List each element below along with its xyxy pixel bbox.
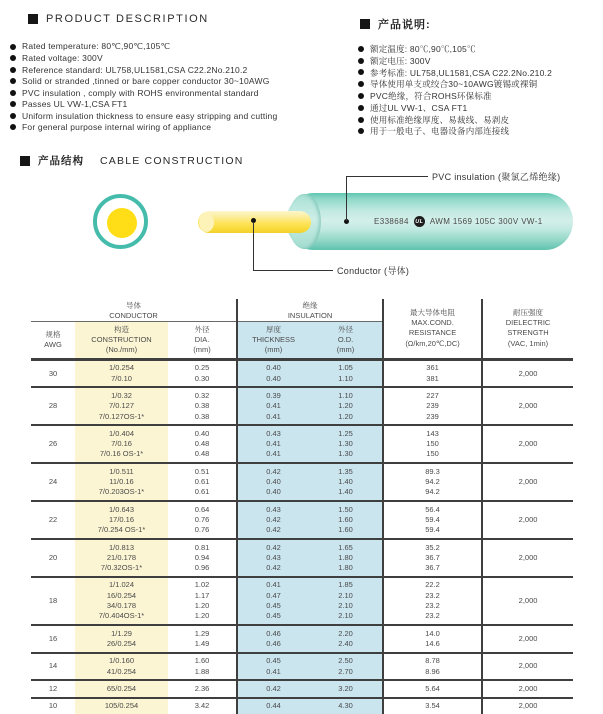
cable-construction-title-zh: 产品结构: [38, 155, 84, 167]
cell-dielectric: 2,000: [482, 359, 573, 387]
cell-resistance: 361 381: [383, 359, 482, 387]
specification-table-wrapper: [31, 299, 573, 714]
product-description-zh-list: [358, 43, 552, 137]
bullet-icon: [358, 81, 364, 87]
cell-dia: 1.02 1.17 1.20 1.20: [194, 580, 210, 621]
cell-dielectric: 2,000: [482, 501, 573, 539]
cell-construction: 1/0.32 7/0.127 7/0.127OS-1*: [75, 387, 168, 425]
cable-construction-title: [20, 153, 244, 168]
bullet-icon: [10, 124, 16, 130]
bullet-icon: [10, 101, 16, 107]
list-item: Rated voltage: 300V: [10, 53, 277, 65]
cell-od: 1.65 1.80 1.80: [309, 539, 383, 577]
table-row: [31, 501, 573, 539]
od-header: 外径 O.D. (mm): [309, 322, 383, 360]
product-description-list: [10, 41, 277, 133]
bullet-icon: [10, 90, 16, 96]
cell-resistance: 5.64: [383, 680, 482, 697]
cell-awg: 26: [48, 439, 58, 449]
cell-od: 3.20: [309, 680, 383, 697]
cell-dia: 0.32 0.38 0.38: [194, 390, 210, 421]
cell-awg: 28: [48, 401, 58, 411]
list-item: Passes UL VW-1,CSA FT1: [10, 99, 277, 111]
list-item: 导体使用单支或绞合30~10AWG镀锡或裸铜: [358, 78, 552, 90]
cell-od: 1.85 2.10 2.10 2.10: [309, 577, 383, 625]
cable-marking: [374, 215, 543, 228]
cell-thickness: 0.43 0.41 0.41: [237, 425, 309, 463]
cell-resistance: 89.3 94.2 94.2: [383, 463, 482, 501]
bullet-icon: [10, 55, 16, 61]
cell-resistance: 14.0 14.6: [383, 625, 482, 653]
cell-construction: 1/0.643 17/0.16 7/0.254 OS-1*: [75, 501, 168, 539]
cell-awg: 14: [48, 661, 58, 671]
cell-resistance: 143 150 150: [383, 425, 482, 463]
table-group-header-row: [31, 299, 573, 322]
cell-od: 4.30: [309, 698, 383, 714]
cell-dia: 1.29 1.49: [194, 628, 210, 648]
product-description-zh-title: [360, 16, 431, 32]
table-row: [31, 387, 573, 425]
cell-dielectric: 2,000: [482, 625, 573, 653]
table-row: [31, 359, 573, 387]
cell-dielectric: 2,000: [482, 387, 573, 425]
table-row: [31, 539, 573, 577]
awg-header: 规格 AWG: [44, 329, 62, 349]
table-row: [31, 698, 573, 714]
cell-thickness: 0.44: [237, 698, 309, 714]
table-row: [31, 463, 573, 501]
list-item: Solid or stranded ,tinned or bare copper conductor 30~10AWG: [10, 76, 277, 88]
product-description-zh-title-text: 产品说明:: [378, 19, 431, 31]
list-item: 用于一般电子、电器设备内部连接线: [358, 126, 552, 138]
table-row: [31, 425, 573, 463]
table-row: [31, 577, 573, 625]
thickness-header: 厚度 THICKNESS (mm): [237, 322, 309, 360]
bullet-icon: [358, 93, 364, 99]
cell-dia: 0.51 0.61 0.61: [194, 466, 210, 497]
bullet-icon: [358, 46, 364, 52]
cell-dielectric: 2,000: [482, 653, 573, 681]
insulation-group-header: 绝缘 INSULATION: [237, 299, 383, 322]
cell-dia: 1.60 1.88: [194, 656, 210, 676]
cell-od: 1.10 1.20 1.20: [309, 387, 383, 425]
cell-dielectric: 2,000: [482, 698, 573, 714]
cell-od: 1.25 1.30 1.30: [309, 425, 383, 463]
pvc-insulation-label: PVC insulation (聚氯乙烯绝缘): [432, 172, 561, 182]
conductor-rod-end: [199, 213, 214, 232]
conductor-leader-line-horizontal: [253, 270, 333, 271]
cell-thickness: 0.41 0.47 0.45 0.45: [237, 577, 309, 625]
resistance-header: 最大导体电阻 MAX.COND. RESISTANCE (Ω/km,20℃,DC): [383, 299, 482, 359]
product-description-title-text: PRODUCT DESCRIPTION: [46, 13, 209, 25]
list-item: Rated temperature: 80℃,90℃,105℃: [10, 41, 277, 53]
cell-resistance: 35.2 36.7 36.7: [383, 539, 482, 577]
cell-awg: 22: [48, 514, 58, 524]
cell-awg: 30: [48, 368, 58, 378]
bullet-icon: [358, 117, 364, 123]
list-item: PVC绝缘，符合ROHS环保标准: [358, 90, 552, 102]
cable-marking-number: E338684: [374, 217, 409, 226]
bullet-icon: [10, 67, 16, 73]
conductor-label: Conductor (导体): [337, 266, 410, 276]
cell-resistance: 3.54: [383, 698, 482, 714]
cell-construction: 1/0.160 41/0.254: [75, 653, 168, 681]
cell-construction: 1/1.024 16/0.254 34/0.178 7/0.404OS-1*: [75, 577, 168, 625]
list-item: 参考标准: UL758,UL1581,CSA C22.2No.210.2: [358, 67, 552, 79]
spec-table-body: [31, 359, 573, 714]
cross-section-conductor-core: [107, 208, 137, 238]
bullet-icon: [358, 128, 364, 134]
table-row: [31, 653, 573, 681]
cell-awg: 20: [48, 552, 58, 562]
cell-awg: 18: [48, 595, 58, 605]
cell-thickness: 0.42 0.43 0.42: [237, 539, 309, 577]
cell-awg: 10: [48, 701, 58, 711]
section-square-icon: [28, 14, 38, 24]
ul-logo-icon: UL: [414, 216, 425, 227]
table-row: [31, 680, 573, 697]
conductor-leader-line-vertical: [253, 222, 254, 270]
list-item: PVC insulation , comply with ROHS environmental standard: [10, 87, 277, 99]
conductor-group-header: 导体 CONDUCTOR: [31, 299, 237, 322]
list-item: For general purpose internal wiring of appliance: [10, 122, 277, 134]
cell-awg: 12: [48, 683, 58, 693]
cell-dielectric: 2,000: [482, 463, 573, 501]
cell-awg: 24: [48, 477, 58, 487]
cell-od: 1.50 1.60 1.60: [309, 501, 383, 539]
cell-dia: 0.25 0.30: [194, 363, 210, 383]
dielectric-header: 耐压强度 DIELECTRIC STRENGTH (VAC, 1min): [482, 299, 573, 359]
table-row: [31, 625, 573, 653]
list-item: 额定电压: 300V: [358, 55, 552, 67]
cell-dielectric: 2,000: [482, 425, 573, 463]
bullet-icon: [10, 78, 16, 84]
bullet-icon: [358, 69, 364, 75]
construction-header: 构造 CONSTRUCTION (No./mm): [75, 322, 168, 360]
bullet-icon: [358, 58, 364, 64]
product-description-title: [28, 13, 209, 25]
bullet-icon: [358, 105, 364, 111]
cell-thickness: 0.43 0.42 0.42: [237, 501, 309, 539]
list-item: 使用标准绝缘厚度、易裁线、易剥皮: [358, 114, 552, 126]
section-square-icon: [20, 156, 30, 166]
cell-resistance: 56.4 59.4 59.4: [383, 501, 482, 539]
cell-dia: 3.42: [194, 701, 210, 711]
list-item: Uniform insulation thickness to ensure easy stripping and cutting: [10, 110, 277, 122]
pvc-leader-line-vertical: [346, 176, 347, 221]
cell-dia: 2.36: [194, 683, 210, 693]
cable-construction-title-en: CABLE CONSTRUCTION: [100, 154, 244, 167]
cell-dielectric: 2,000: [482, 577, 573, 625]
cell-dia: 0.81 0.94 0.96: [194, 542, 210, 573]
cell-resistance: 227 239 239: [383, 387, 482, 425]
cell-construction: 65/0.254: [75, 680, 168, 697]
cable-marking-spec: AWM 1569 105C 300V VW-1: [429, 217, 543, 226]
list-item: 通过UL VW-1、CSA FT1: [358, 102, 552, 114]
cell-resistance: 8.78 8.96: [383, 653, 482, 681]
cell-od: 2.50 2.70: [309, 653, 383, 681]
cell-thickness: 0.39 0.41 0.41: [237, 387, 309, 425]
cell-construction: 1/0.511 11/0.16 7/0.203OS-1*: [75, 463, 168, 501]
cell-construction: 1/0.813 21/0.178 7/0.32OS-1*: [75, 539, 168, 577]
cell-od: 2.20 2.40: [309, 625, 383, 653]
cell-dia: 0.64 0.76 0.76: [194, 504, 210, 535]
pvc-leader-line-horizontal: [346, 176, 428, 177]
cell-construction: 1/1.29 26/0.254: [75, 625, 168, 653]
list-item: 额定温度: 80℃,90℃,105℃: [358, 43, 552, 55]
cell-construction: 105/0.254: [75, 698, 168, 714]
cell-dielectric: 2,000: [482, 539, 573, 577]
bullet-icon: [10, 113, 16, 119]
cell-construction: 1/0.404 7/0.16 7/0.16 OS-1*: [75, 425, 168, 463]
bullet-icon: [10, 44, 16, 50]
cell-od: 1.35 1.40 1.40: [309, 463, 383, 501]
cell-thickness: 0.46 0.46: [237, 625, 309, 653]
specification-table: [31, 299, 573, 714]
cell-dielectric: 2,000: [482, 680, 573, 697]
list-item: Reference standard: UL758,UL1581,CSA C22.2No.210.2: [10, 64, 277, 76]
cell-thickness: 0.45 0.41: [237, 653, 309, 681]
cell-construction: 1/0.254 7/0.10: [75, 359, 168, 387]
section-square-icon: [360, 19, 370, 29]
cell-dia: 0.40 0.48 0.48: [194, 428, 210, 459]
cell-thickness: 0.40 0.40: [237, 359, 309, 387]
cell-thickness: 0.42 0.40 0.40: [237, 463, 309, 501]
dia-header: 外径 DIA. (mm): [193, 324, 211, 355]
cell-od: 1.05 1.10: [309, 359, 383, 387]
cell-awg: 16: [48, 633, 58, 643]
cell-thickness: 0.42: [237, 680, 309, 697]
cell-resistance: 22.2 23.2 23.2 23.2: [383, 577, 482, 625]
